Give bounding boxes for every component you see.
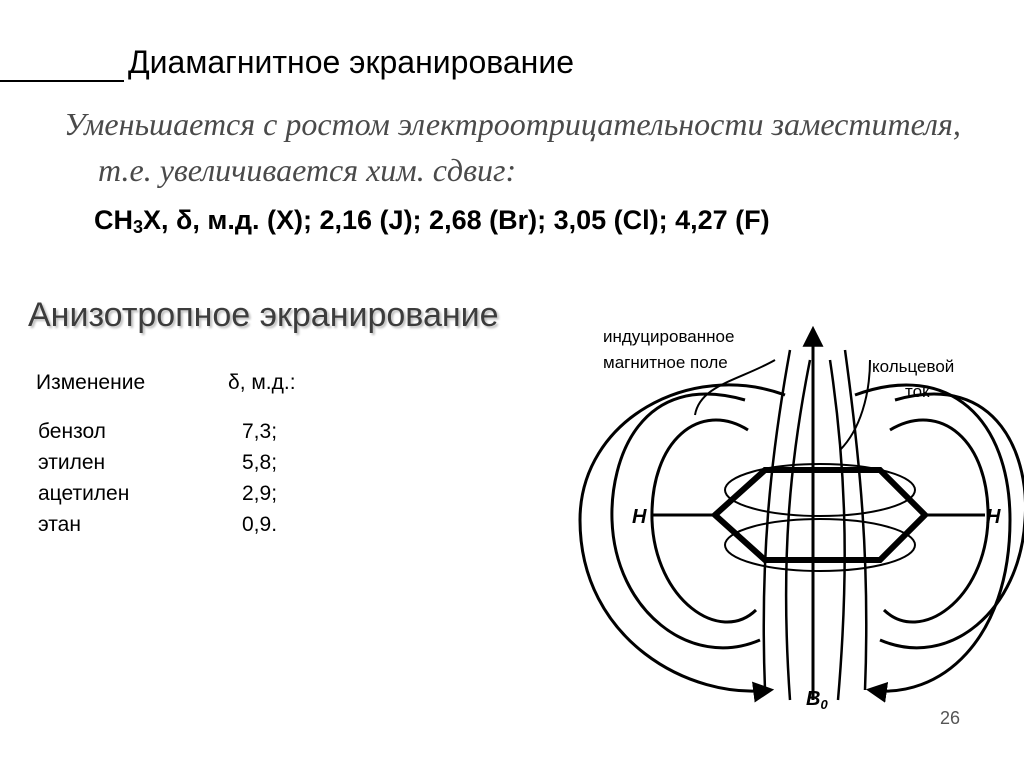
b0-subscript: 0 (820, 697, 828, 712)
column-header-change: Изменение (36, 371, 146, 394)
label-induced-field-1: индуцированное (603, 327, 735, 346)
field-line-right-outer (880, 394, 1024, 648)
compound-name: этилен (38, 451, 106, 474)
anisotropic-heading: Анизотропное экранирование (28, 296, 499, 334)
compound-value: 5,8; (242, 451, 278, 474)
compound-value: 0,9. (242, 513, 278, 536)
diamagnetic-heading: Диамагнитное экранирование (128, 44, 575, 80)
column-header-delta: δ, м.д.: (228, 371, 296, 394)
label-induced-field-2: магнитное поле (603, 353, 728, 372)
compound-value: 7,3; (242, 420, 278, 443)
description-line-2: т.е. увеличивается хим. сдвиг: (98, 152, 517, 188)
compound-name: этан (38, 513, 81, 536)
compound-name: бензол (38, 420, 106, 443)
field-line-center-left (786, 360, 810, 700)
compound-value: 2,9; (242, 482, 278, 505)
formula-subscript: 3 (133, 217, 144, 237)
slide-number: 26 (940, 708, 961, 728)
compound-name: ацетилен (38, 482, 130, 505)
hydrogen-left: H (632, 506, 647, 528)
b0-letter: B (806, 688, 821, 710)
field-line-left-inner (652, 420, 756, 622)
label-ring-current-2: ток (905, 382, 930, 401)
ring-current-lower (725, 519, 915, 571)
label-ring-current-1: кольцевой (872, 357, 955, 376)
description-line-1: Уменьшается с ростом электроотрицательности заместителя, (64, 106, 961, 142)
field-line-right-inner (884, 420, 988, 622)
field-line-center-right (830, 360, 845, 700)
formula-ch: CH (94, 205, 133, 235)
hydrogen-right: H (986, 506, 1001, 528)
b0-label (806, 688, 828, 712)
formula-values: X, δ, м.д. (X); 2,16 (J); 2,68 (Br); 3,05 (Cl); 4,27 (F) (143, 205, 770, 235)
